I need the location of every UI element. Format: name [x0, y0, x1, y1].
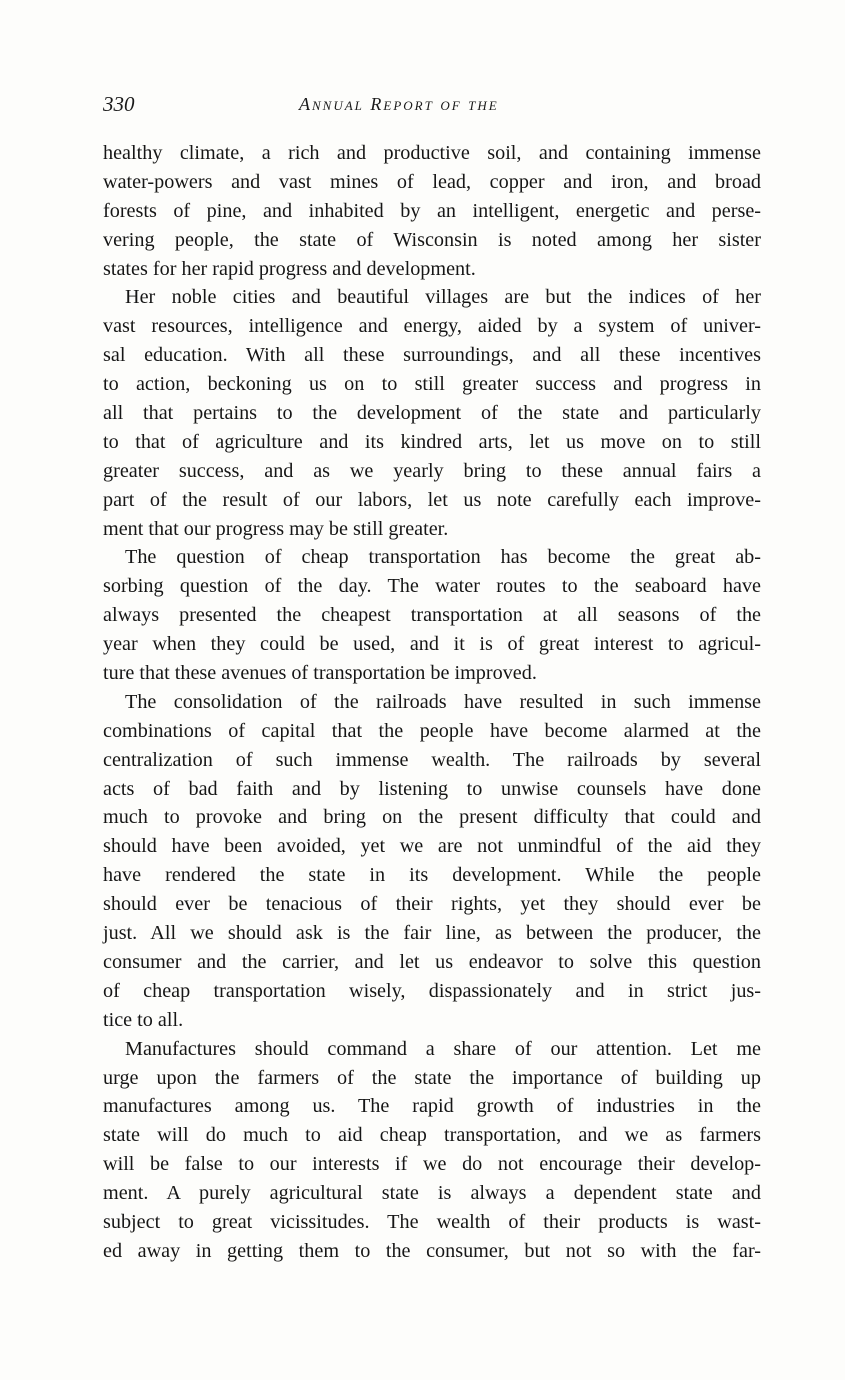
text-line: ment. A purely agricultural state is always a dependent state and — [103, 1182, 761, 1205]
text-line: water-powers and vast mines of lead, copper and iron, and broad — [103, 170, 761, 193]
text-line: year when they could be used, and it is of great interest to agricul- — [103, 633, 761, 656]
text-line: sal education. With all these surroundings, and all these incentives — [103, 344, 761, 367]
running-title: Annual Report of the — [299, 94, 499, 114]
text-line: of cheap transportation wisely, dispassionately and in strict jus- — [103, 979, 761, 1002]
text-line: should ever be tenacious of their rights, yet they should ever be — [103, 893, 761, 916]
text-line: urge upon the farmers of the state the importance of building up — [103, 1066, 761, 1089]
text-line: acts of bad faith and by listening to unwise counsels have done — [103, 777, 761, 800]
text-line: states for her rapid progress and development. — [103, 257, 476, 280]
paragraph — [103, 283, 761, 543]
text-line: combinations of capital that the people have become alarmed at the — [103, 719, 761, 742]
text-line: tice to all. — [103, 1008, 184, 1031]
text-line: just. All we should ask is the fair line, as between the producer, the — [103, 922, 761, 945]
text-line: Her noble cities and beautiful villages are but the indices of her — [125, 286, 761, 309]
text-line: forests of pine, and inhabited by an intelligent, energetic and perse- — [103, 199, 761, 222]
text-line: will be false to our interests if we do not encourage their develop- — [103, 1153, 761, 1176]
text-line: centralization of such immense wealth. The railroads by several — [103, 748, 761, 771]
text-line: part of the result of our labors, let us note carefully each improve- — [103, 488, 761, 511]
text-line: ed away in getting them to the consumer, but not so with the far- — [103, 1239, 761, 1262]
paragraph — [103, 688, 761, 1035]
running-header — [103, 92, 760, 122]
text-line: all that pertains to the development of the state and particularly — [103, 402, 761, 425]
text-line: greater success, and as we yearly bring to these annual fairs a — [103, 459, 761, 482]
text-line: to that of agriculture and its kindred arts, let us move on to still — [103, 430, 761, 453]
text-line: Manufactures should command a share of our attention. Let me — [125, 1037, 761, 1060]
page-number: 330 — [103, 92, 135, 116]
text-line: have rendered the state in its development. While the people — [103, 864, 761, 887]
text-line: much to provoke and bring on the present difficulty that could and — [103, 806, 761, 829]
body-text — [103, 139, 761, 1266]
text-line: always presented the cheapest transportation at all seasons of the — [103, 604, 761, 627]
text-line: healthy climate, a rich and productive soil, and containing immense — [103, 142, 761, 164]
text-line: sorbing question of the day. The water routes to the seaboard have — [103, 575, 761, 598]
text-line: ment that our progress may be still greater. — [103, 517, 449, 540]
text-line: manufactures among us. The rapid growth of industries in the — [103, 1095, 761, 1118]
text-line: ture that these avenues of transportation be improved. — [103, 662, 537, 685]
text-line: to action, beckoning us on to still greater success and progress in — [103, 373, 761, 396]
paragraph — [103, 1035, 761, 1266]
text-line: vast resources, intelligence and energy, aided by a system of univer- — [103, 315, 761, 338]
text-line: The consolidation of the railroads have resulted in such immense — [125, 690, 761, 713]
text-line: vering people, the state of Wisconsin is noted among her sister — [103, 228, 761, 251]
text-line: state will do much to aid cheap transportation, and we as farmers — [103, 1124, 761, 1147]
text-line: subject to great vicissitudes. The wealth of their products is wast- — [103, 1210, 761, 1233]
text-line: should have been avoided, yet we are not unmindful of the aid they — [103, 835, 761, 858]
paragraph — [103, 139, 761, 283]
paragraph — [103, 543, 761, 687]
text-line: The question of cheap transportation has become the great ab- — [125, 546, 761, 569]
text-line: consumer and the carrier, and let us endeavor to solve this question — [103, 950, 761, 973]
